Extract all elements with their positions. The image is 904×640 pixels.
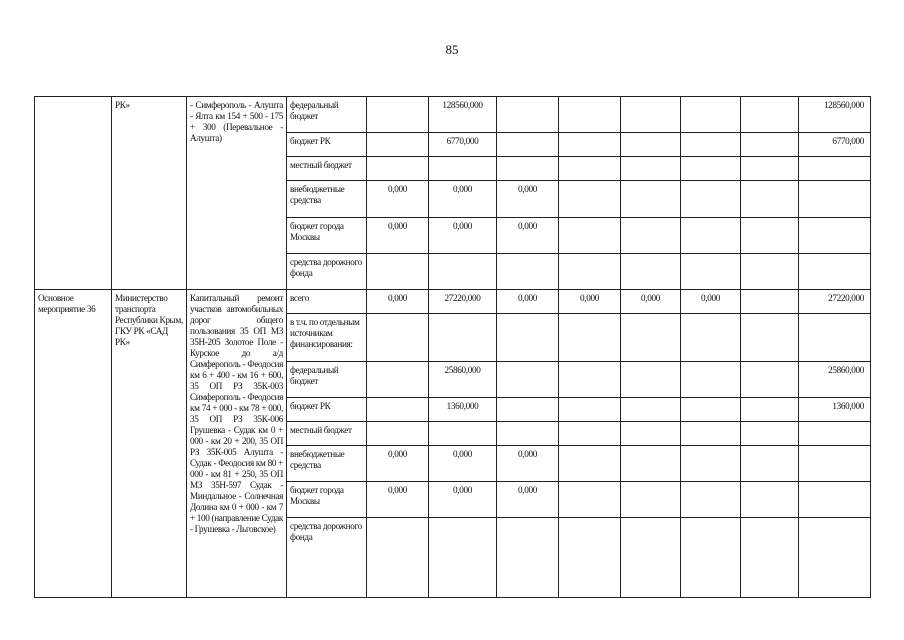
value-cell: 25860,000	[429, 362, 497, 398]
source-cell: бюджет города Москвы	[287, 482, 367, 518]
total-cell	[799, 181, 871, 218]
value-cell	[367, 133, 429, 157]
total-cell: 1360,000	[799, 398, 871, 422]
source-cell: средства дорожного фонда	[287, 254, 367, 290]
value-cell	[367, 254, 429, 290]
activity-cell: Основное мероприятие 36	[35, 290, 112, 598]
value-cell: 0,000	[429, 218, 497, 254]
value-cell: 27220,000	[429, 290, 497, 314]
value-cell	[621, 518, 681, 598]
value-cell	[497, 254, 559, 290]
value-cell	[681, 181, 741, 218]
value-cell	[367, 97, 429, 133]
value-cell	[621, 362, 681, 398]
source-cell: внебюджетные средства	[287, 446, 367, 482]
value-cell: 128560,000	[429, 97, 497, 133]
value-cell	[681, 362, 741, 398]
value-cell	[681, 254, 741, 290]
value-cell	[367, 314, 429, 362]
value-cell	[367, 362, 429, 398]
value-cell	[559, 398, 621, 422]
source-cell: бюджет РК	[287, 398, 367, 422]
source-cell: средства дорожного фонда	[287, 518, 367, 598]
value-cell	[741, 181, 799, 218]
value-cell	[497, 362, 559, 398]
total-cell	[799, 254, 871, 290]
value-cell	[741, 290, 799, 314]
value-cell	[559, 422, 621, 446]
value-cell	[559, 181, 621, 218]
value-cell	[741, 446, 799, 482]
value-cell: 0,000	[497, 181, 559, 218]
total-cell: 128560,000	[799, 97, 871, 133]
total-cell	[799, 482, 871, 518]
value-cell	[741, 133, 799, 157]
total-cell	[799, 446, 871, 482]
source-cell: бюджет РК	[287, 133, 367, 157]
description-cell: Капитальный ремонт участков автомобильных дорог общего пользования 35 ОП МЗ 35Н-205 Золотое Поле - Курское до а/д Симферополь - Феодосия км 6 + 400 - км 16 + 600, 35 ОП РЗ 35К-003 Симферополь - Феодосия км 74 + 000 - км 78 + 000, 35 ОП РЗ 35К-006 Грушевка - Судак км 0 + 000 - км 20 + 200, 35 ОП РЗ 35К-005 Алушта - Судак - Феодосия км 80 + 000 - км 81 + 250, 35 ОП МЗ 35Н-597 Судак - Миндальное - Солнечная Долина км 0 + 000 - км 7 + 100 (направление Судак - Грушевка - Льговское)	[187, 290, 287, 598]
value-cell: 0,000	[367, 446, 429, 482]
value-cell	[621, 314, 681, 362]
value-cell	[367, 422, 429, 446]
value-cell	[681, 518, 741, 598]
value-cell	[559, 482, 621, 518]
source-cell: местный бюджет	[287, 157, 367, 181]
total-cell	[799, 422, 871, 446]
executor-cell: Министерство транспорта Республики Крым, ГКУ РК «САД РК»	[112, 290, 187, 598]
value-cell	[741, 518, 799, 598]
value-cell	[497, 97, 559, 133]
executor-cell: РК»	[112, 97, 187, 290]
value-cell	[621, 181, 681, 218]
value-cell	[741, 218, 799, 254]
total-cell	[799, 218, 871, 254]
source-cell: всего	[287, 290, 367, 314]
total-cell	[799, 157, 871, 181]
value-cell	[429, 314, 497, 362]
value-cell	[681, 398, 741, 422]
value-cell	[621, 422, 681, 446]
value-cell: 0,000	[367, 218, 429, 254]
value-cell	[741, 97, 799, 133]
value-cell: 1360,000	[429, 398, 497, 422]
value-cell	[681, 133, 741, 157]
value-cell	[621, 482, 681, 518]
value-cell	[681, 157, 741, 181]
value-cell: 0,000	[367, 482, 429, 518]
value-cell	[497, 157, 559, 181]
value-cell	[681, 446, 741, 482]
value-cell	[367, 518, 429, 598]
value-cell	[621, 218, 681, 254]
budget-table	[34, 96, 871, 598]
value-cell	[497, 314, 559, 362]
total-cell: 27220,000	[799, 290, 871, 314]
value-cell	[559, 218, 621, 254]
table-row	[35, 290, 871, 314]
source-cell: в т.ч. по отдельным источникам финансирования:	[287, 314, 367, 362]
value-cell	[741, 157, 799, 181]
value-cell: 0,000	[429, 482, 497, 518]
value-cell	[741, 314, 799, 362]
activity-cell	[35, 97, 112, 290]
description-cell: - Симферополь - Алушта - Ялта км 154 + 500 - 175 + 300 (Перевальное - Алушта)	[187, 97, 287, 290]
value-cell	[559, 518, 621, 598]
source-cell: федеральный бюджет	[287, 362, 367, 398]
value-cell	[367, 398, 429, 422]
value-cell	[367, 157, 429, 181]
value-cell	[621, 157, 681, 181]
value-cell: 0,000	[367, 181, 429, 218]
value-cell	[681, 482, 741, 518]
value-cell: 6770,000	[429, 133, 497, 157]
value-cell	[621, 446, 681, 482]
total-cell	[799, 314, 871, 362]
source-cell: внебюджетные средства	[287, 181, 367, 218]
value-cell	[497, 518, 559, 598]
value-cell	[741, 362, 799, 398]
value-cell: 0,000	[429, 181, 497, 218]
value-cell	[559, 97, 621, 133]
value-cell	[741, 422, 799, 446]
value-cell	[497, 133, 559, 157]
value-cell	[741, 482, 799, 518]
value-cell	[559, 314, 621, 362]
table-body	[35, 97, 871, 598]
total-cell: 25860,000	[799, 362, 871, 398]
value-cell	[559, 362, 621, 398]
value-cell	[497, 398, 559, 422]
value-cell	[621, 133, 681, 157]
total-cell: 6770,000	[799, 133, 871, 157]
value-cell	[429, 254, 497, 290]
value-cell: 0,000	[497, 218, 559, 254]
value-cell	[559, 446, 621, 482]
value-cell	[681, 314, 741, 362]
value-cell	[741, 398, 799, 422]
value-cell	[559, 133, 621, 157]
value-cell	[681, 218, 741, 254]
value-cell: 0,000	[559, 290, 621, 314]
total-cell	[799, 518, 871, 598]
value-cell	[429, 422, 497, 446]
value-cell	[621, 398, 681, 422]
value-cell	[429, 157, 497, 181]
value-cell: 0,000	[681, 290, 741, 314]
source-cell: федеральный бюджет	[287, 97, 367, 133]
value-cell: 0,000	[497, 290, 559, 314]
value-cell: 0,000	[621, 290, 681, 314]
value-cell: 0,000	[497, 446, 559, 482]
source-cell: местный бюджет	[287, 422, 367, 446]
value-cell	[497, 422, 559, 446]
table-row	[35, 97, 871, 133]
page-number: 85	[445, 42, 459, 57]
value-cell: 0,000	[429, 446, 497, 482]
value-cell	[559, 157, 621, 181]
value-cell	[741, 254, 799, 290]
value-cell: 0,000	[367, 290, 429, 314]
value-cell	[429, 518, 497, 598]
value-cell	[681, 422, 741, 446]
value-cell	[621, 254, 681, 290]
value-cell	[621, 97, 681, 133]
value-cell	[681, 97, 741, 133]
value-cell	[559, 254, 621, 290]
source-cell: бюджет города Москвы	[287, 218, 367, 254]
value-cell: 0,000	[497, 482, 559, 518]
